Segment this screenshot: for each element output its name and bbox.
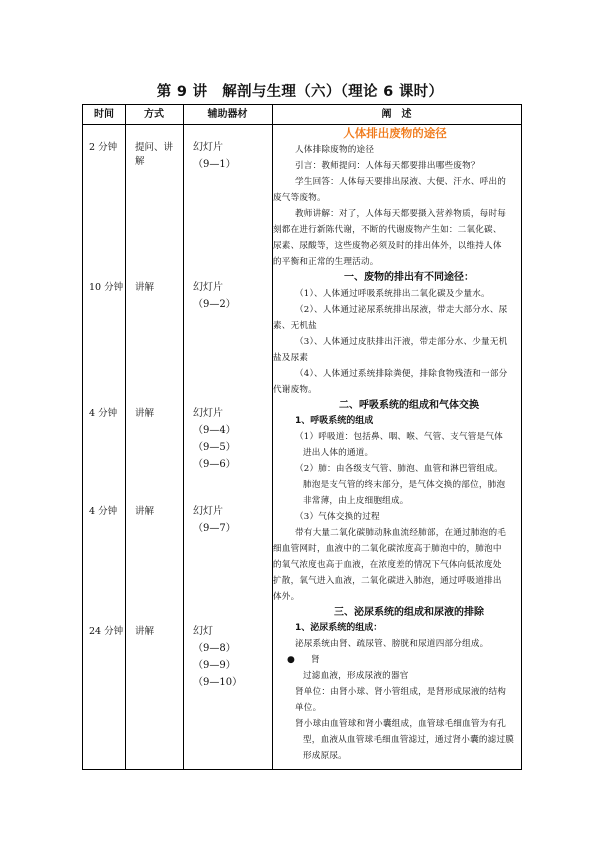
material-line: （9—4）	[193, 425, 236, 436]
material-line: （9—6）	[193, 459, 236, 470]
bullet-item	[273, 652, 517, 668]
section-heading: 一、废物的排出有不同途径：	[344, 272, 474, 283]
desc-line: （1）、人体通过呼吸系统排出二氧化碳及少量水。	[295, 289, 490, 299]
material-line: （9—7）	[193, 523, 236, 534]
method-line: 解	[135, 156, 145, 167]
desc-line: 体外。	[273, 592, 300, 602]
desc-line: （2）、人体通过泌尿系统排出尿液，带走大部分水、尿	[295, 305, 508, 315]
desc-line: 肾小球由血管球和肾小囊组成，血管球毛细血管为有孔	[295, 719, 507, 729]
bullet-label: 肾	[311, 655, 320, 665]
material-line: （9—1）	[193, 159, 236, 170]
material-line: （9—2）	[193, 299, 236, 310]
header-materials: 辅助器材	[207, 109, 248, 120]
table-header-row	[83, 105, 521, 125]
lesson-table	[82, 104, 522, 770]
desc-line: 废气等废物。	[273, 193, 326, 203]
column-divider	[183, 105, 184, 769]
section-heading: 二、呼吸系统的组成和气体交换	[339, 400, 479, 411]
header-description: 阐 述	[381, 109, 412, 120]
row-materials	[193, 503, 236, 537]
material-line: （9—8）	[193, 643, 236, 654]
desc-line: 过滤血液，形成尿液的器官	[303, 671, 409, 681]
desc-line: （3）气体交换的过程	[295, 512, 380, 522]
row-method: 讲解	[135, 626, 155, 637]
row-materials	[193, 405, 236, 473]
desc-line: 素、无机盐	[273, 321, 317, 331]
material-line: （9—10）	[193, 677, 243, 688]
material-line: 幻灯片	[193, 142, 223, 153]
desc-line: 细血管网时，血液中的二氧化碳浓度高于肺泡中的，肺泡中	[273, 544, 502, 554]
main-heading: 人体排出废物的途径	[343, 126, 447, 140]
desc-line: 带有大量二氧化碳肺动脉血流经肺部，在通过肺泡的毛	[295, 528, 507, 538]
row-materials	[193, 139, 236, 173]
desc-line: （1）呼吸道：包括鼻、咽、喉、气管、支气管是气体	[295, 432, 503, 442]
desc-line: 的氧气浓度也高于血液，在浓度差的情况下气体向低浓度处	[273, 560, 502, 570]
row-method: 讲解	[135, 282, 155, 293]
desc-line: 泌尿系统由肾、疏尿管、膀胱和尿道四部分组成。	[295, 639, 489, 649]
desc-line: 教师讲解：对了，人体每天都要摄入营养物质，每时每	[295, 209, 507, 219]
desc-line: 型，血液从血管球毛细血管滤过，通过肾小囊的滤过膜	[303, 735, 515, 745]
desc-line: 形成原尿。	[303, 751, 347, 761]
desc-line: 非常薄，由上皮细胞组成。	[303, 496, 409, 506]
header-time: 时间	[94, 109, 114, 120]
desc-line: （4）、人体通过系统排除粪便，排除食物残渣和一部分	[295, 369, 508, 379]
row-time: 4 分钟	[89, 506, 118, 517]
header-method: 方式	[144, 109, 164, 120]
material-line: （9—5）	[193, 442, 236, 453]
bullet-icon: ●	[287, 655, 295, 665]
row-time: 10 分钟	[89, 282, 124, 293]
row-time: 2 分钟	[89, 142, 118, 153]
desc-line: 人体排除废物的途径	[295, 145, 375, 155]
row-materials	[193, 279, 236, 313]
page-title: 第 9 讲 解剖与生理（六）（理论 6 课时）	[156, 84, 444, 100]
desc-line: 肾单位：由肾小球、肾小管组成，是肾形成尿液的结构	[295, 687, 507, 697]
desc-line: 刻都在进行新陈代谢，不断的代谢废物产生如：二氧化碳、	[273, 225, 502, 235]
desc-line: 肺泡是支气管的终末部分，是气体交换的部位，肺泡	[303, 480, 506, 490]
desc-line: 代谢废物。	[273, 385, 317, 395]
row-method	[135, 141, 173, 169]
subsection-heading: 1、呼吸系统的组成	[295, 416, 374, 426]
row-materials	[193, 623, 242, 691]
row-method: 讲解	[135, 408, 155, 419]
description-column	[273, 125, 517, 764]
row-time: 24 分钟	[89, 626, 124, 637]
row-method: 讲解	[135, 506, 155, 517]
desc-line: 进出人体的通道。	[303, 448, 374, 458]
desc-line: 扩散，氧气进入血液，二氧化碳进入肺泡，通过呼吸道排出	[273, 576, 502, 586]
material-line: 幻灯	[193, 626, 213, 637]
desc-line: 引言：教师提问：人体每天都要排出哪些废物？	[295, 161, 480, 171]
section-heading: 三、泌尿系统的组成和尿液的排除	[334, 607, 484, 618]
row-time: 4 分钟	[89, 408, 118, 419]
desc-line: 尿素、尿酸等，这些废物必须及时的排出体外，以维持人体	[273, 241, 502, 251]
material-line: 幻灯片	[193, 408, 223, 419]
material-line: 幻灯片	[193, 506, 223, 517]
material-line: （9—9）	[193, 660, 236, 671]
desc-line: 盐及尿素	[273, 353, 309, 363]
method-line: 提问、讲	[135, 142, 174, 153]
desc-line: （2）肺：由各级支气管、肺泡、血管和淋巴管组成。	[295, 464, 503, 474]
desc-line: （3）、人体通过皮肤排出汗液，带走部分水、少量无机	[295, 337, 508, 347]
desc-line: 的平衡和正常的生理活动。	[273, 257, 379, 267]
desc-line: 单位。	[295, 703, 322, 713]
column-divider	[125, 105, 126, 769]
material-line: 幻灯片	[193, 282, 223, 293]
subsection-heading: 1、泌尿系统的组成：	[295, 623, 383, 633]
desc-line: 学生回答：人体每天要排出尿液、大便、汗水、呼出的	[295, 177, 507, 187]
